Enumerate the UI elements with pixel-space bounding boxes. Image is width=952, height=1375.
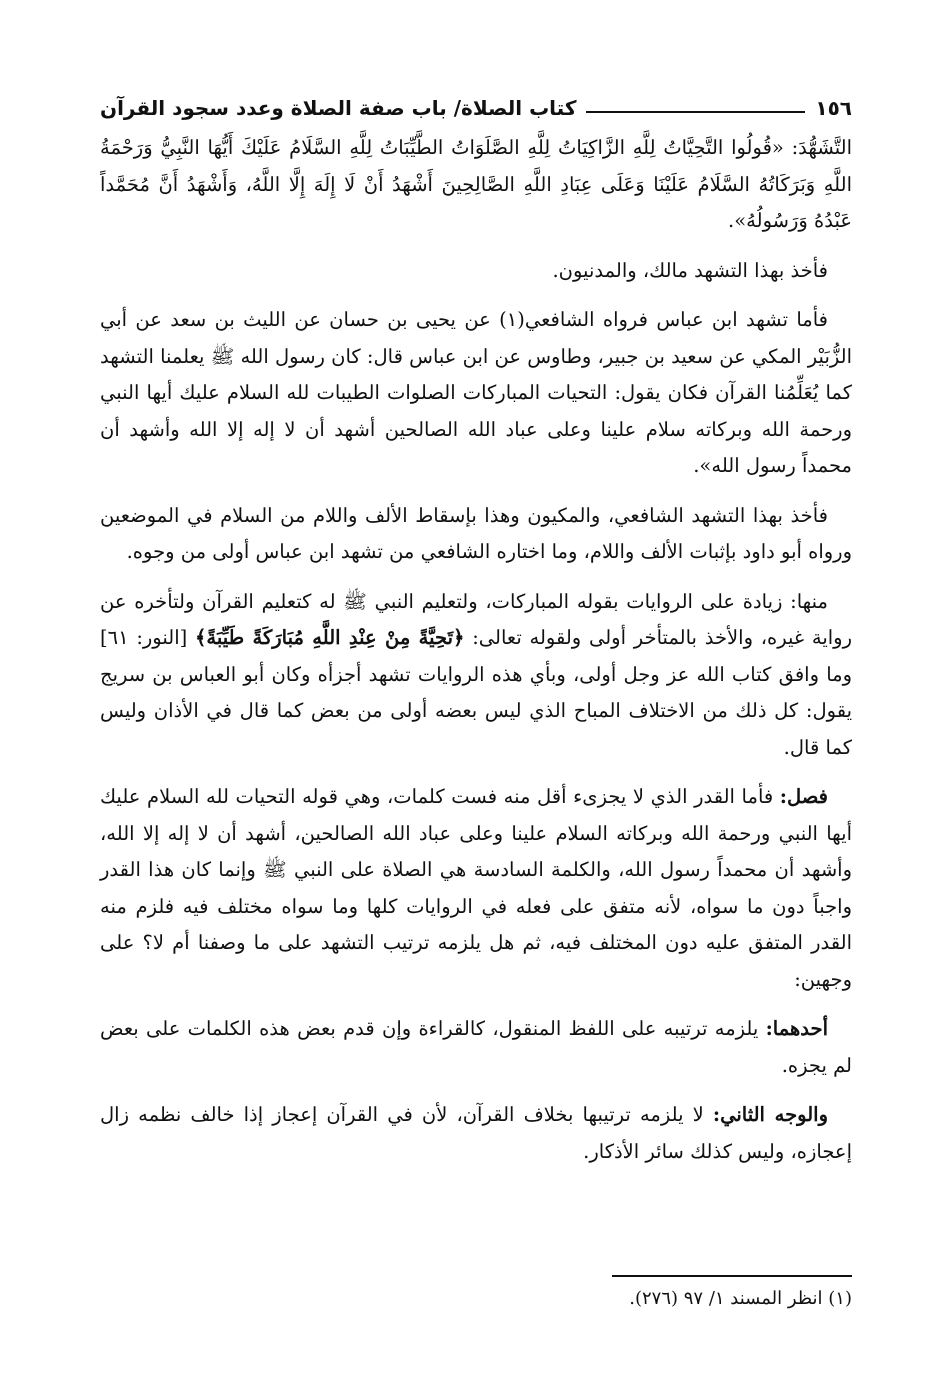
footnote-rule	[612, 1275, 852, 1277]
second-view-heading: والوجه الثاني:	[712, 1103, 829, 1126]
reasons-text-b: [النور: ٦١] وما وافق كتاب الله عز وجل أولى، وبأي هذه الروايات تشهد أجزأه وكان أبو العباس بن سريج يقول: كل ذلك من الاختلاف المباح الذي ليس بعضه أولى من بعض كما قال في الأذان وليس كما قال.	[100, 626, 852, 759]
quran-verse: ﴿تَحِيَّةً مِنْ عِنْدِ اللَّهِ مُبَارَكَةً طَيِّبَةً﴾	[195, 626, 465, 649]
first-view-text: يلزمه ترتيبه على اللفظ المنقول، كالقراءة وإن قدم بعض هذه الكلمات على بعض لم يجزه.	[100, 1017, 852, 1077]
fasl-heading: فصل:	[779, 785, 828, 808]
main-text	[100, 130, 852, 1183]
paragraph-shafii: فأخذ بهذا التشهد الشافعي، والمكيون وهذا بإسقاط الألف واللام من السلام في الموضعين ورواه أبو داود بإثبات الألف واللام، وما اختاره الشافعي من تشهد ابن عباس أولى من وجوه.	[100, 503, 852, 563]
fasl-text: فأما القدر الذي لا يجزىء أقل منه فست كلمات، وهي قوله التحيات لله السلام عليك أيها النبي ورحمة الله وبركاته السلام علينا وعلى عباد الله الصالحين، أشهد أن لا إله إلا الله، وأشهد أن محمداً رسول الله، والكلمة السادسة هي الصلاة على النبي ﷺ وإنما كان هذا القدر واجباً دون ما سواه، لأنه متفق على فعله في الروايات كلها وما سواه مختلف فيه فلزم منه القدر المتفق عليه دون المختلف فيه، ثم هل يلزمه ترتيب التشهد على ما وصفنا أم لا؟ على وجهين:	[100, 785, 852, 991]
running-title: كتاب الصلاة/ باب صفة الصلاة وعدد سجود القرآن	[100, 96, 577, 120]
page-number: ١٥٦	[815, 96, 852, 120]
paragraph-tashahhud-text: التَّشَهُّدَ: «قُولُوا التَّحِيَّاتُ لِلَّهِ الزَّاكِيَاتُ لِلَّهِ الصَّلَوَاتُ الطَّيِّبَاتُ لِلَّهِ السَّلَامُ عَلَيْكَ أَيُّهَا النَّبِيُّ وَرَحْمَةُ اللَّهِ وَبَرَكَاتُهُ السَّلَامُ عَلَيْنَا وَعَلَى عِبَادِ اللَّهِ الصَّالِحِينَ أَشْهَدُ أَنْ لَا إِلَهَ إِلَّا اللَّهُ، وَأَشْهَدُ أَنَّ مُحَمَّداً عَبْدُهُ وَرَسُولُهُ».	[100, 136, 852, 232]
footnote: (١) انظر المسند ١/ ٩٧ (٢٧٦).	[629, 1288, 852, 1309]
paragraph-fasl	[100, 779, 852, 998]
paragraph-reasons	[100, 584, 852, 767]
paragraph-malik: فأخذ بهذا التشهد مالك، والمدنيون.	[552, 258, 828, 282]
reasons-text-a: منها: زيادة على الروايات بقوله المباركات، ولتعليم النبي ﷺ له كتعليم القرآن ولتأخره عن رواية غيره، والأخذ بالمتأخر أولى ولقوله تعالى:	[100, 589, 852, 649]
paragraph-second-view	[100, 1097, 852, 1170]
second-view-text: لا يلزمه ترتيبها بخلاف القرآن، لأن في القرآن إعجاز إذا خالف نظمه زال إعجازه، وليس كذلك سائر الأذكار.	[100, 1103, 852, 1163]
page-header	[100, 86, 852, 120]
paragraph-ibn-abbas: فأما تشهد ابن عباس فرواه الشافعي(١) عن يحيى بن حسان عن الليث بن سعد عن أبي الزُّبَيْر المكي عن سعيد بن جبير، وطاوس عن ابن عباس قال: كان رسول الله ﷺ يعلمنا التشهد كما يُعَلِّمُنا القرآن فكان يقول: التحيات المباركات الصلوات الطيبات لله السلام عليك أيها النبي ورحمة الله وبركاته سلام علينا وعلى عباد الله الصالحين أشهد أن لا إله إلا الله وأشهد أن محمداً رسول الله».	[100, 308, 852, 477]
paragraph-first-view	[100, 1011, 852, 1084]
header-rule	[586, 111, 805, 113]
first-view-heading: أحدهما:	[765, 1017, 828, 1040]
